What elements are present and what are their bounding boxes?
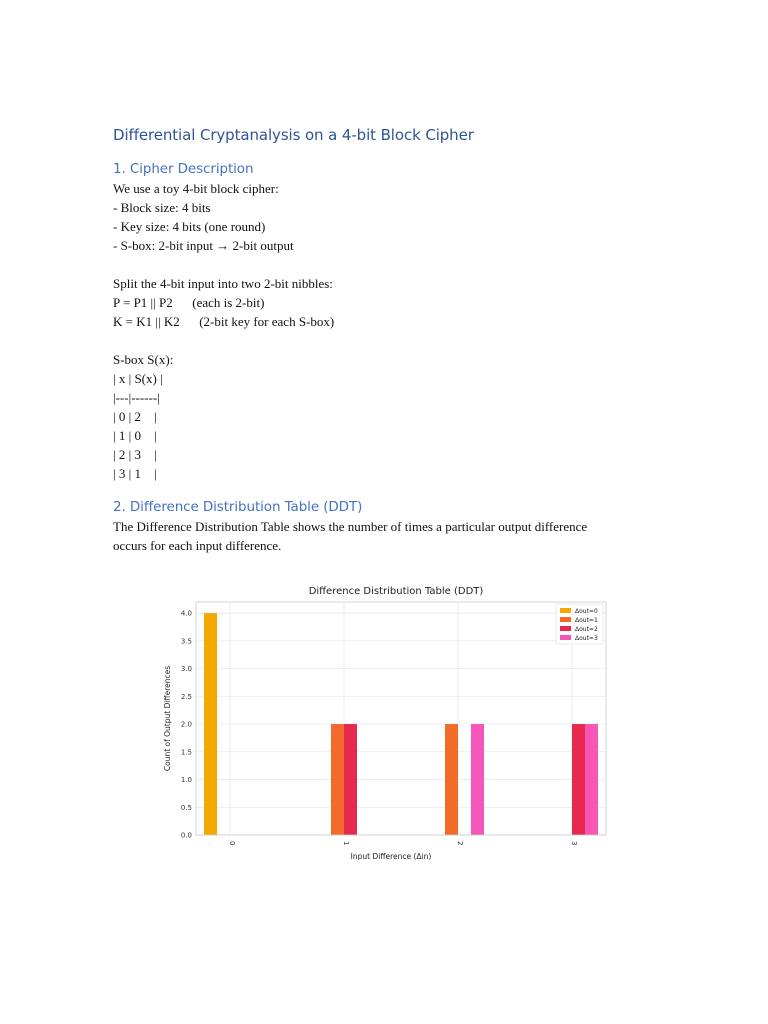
y-tick-label: 1.5	[180, 748, 192, 757]
bar	[445, 724, 458, 835]
cipher-description-text	[113, 179, 673, 483]
text-line: Split the 4-bit input into two 2-bit nibbles:	[113, 276, 333, 291]
text-line: occurs for each input difference.	[113, 538, 282, 553]
y-tick-label: 0.0	[180, 831, 192, 840]
legend-swatch	[560, 617, 571, 622]
y-axis	[181, 610, 192, 840]
ddt-chart-svg	[160, 578, 608, 860]
text-line: - Key size: 4 bits (one round)	[113, 219, 266, 234]
bar	[471, 724, 484, 835]
text-line: - Block size: 4 bits	[113, 200, 211, 215]
y-tick-label: 2.5	[180, 692, 192, 701]
text-line: The Difference Distribution Table shows the number of times a particular output difference	[113, 519, 588, 534]
chart-legend	[556, 604, 603, 644]
ddt-description-text	[113, 517, 673, 555]
sbox-line: | 3 | 1 |	[113, 466, 157, 481]
bar	[585, 724, 598, 835]
legend-label: Δout=1	[575, 617, 598, 624]
x-tick-label: 3	[570, 841, 578, 846]
text-line: We use a toy 4-bit block cipher:	[113, 181, 279, 196]
document-page	[113, 112, 673, 555]
ddt-chart	[160, 578, 608, 860]
y-tick-label: 1.0	[180, 776, 192, 785]
bar	[204, 613, 217, 835]
x-axis	[228, 841, 578, 845]
sbox-line: S-box S(x):	[113, 352, 174, 367]
chart-title: Difference Distribution Table (DDT)	[308, 586, 484, 597]
bar	[572, 724, 585, 835]
legend-label: Δout=0	[575, 608, 598, 615]
text-line: - S-box: 2-bit input → 2-bit output	[113, 238, 294, 253]
legend-label: Δout=2	[575, 626, 598, 633]
sbox-line: | 2 | 3 |	[113, 447, 157, 462]
y-tick-label: 2.0	[180, 720, 192, 729]
text-line: K = K1 || K2 (2-bit key for each S-box)	[113, 314, 335, 329]
y-tick-label: 3.0	[180, 665, 192, 674]
legend-swatch	[560, 626, 571, 631]
x-tick-label: 0	[228, 841, 236, 846]
legend-label: Δout=3	[575, 635, 598, 642]
legend-swatch	[560, 608, 571, 613]
chart-grid	[196, 602, 606, 835]
x-tick-label: 2	[456, 841, 464, 846]
sbox-line: |---|------|	[113, 390, 160, 405]
x-axis-label: Input Difference (Δin)	[350, 852, 432, 860]
sbox-line: | 0 | 2 |	[113, 409, 157, 424]
y-tick-label: 3.5	[180, 637, 192, 646]
legend-swatch	[560, 635, 571, 640]
section-heading-ddt: 2. Difference Distribution Table (DDT)	[113, 499, 363, 515]
y-tick-label: 4.0	[180, 609, 192, 618]
document-title: Differential Cryptanalysis on a 4-bit Block Cipher	[113, 126, 474, 144]
plot-frame	[196, 602, 606, 835]
section-heading-cipher-description: 1. Cipher Description	[113, 161, 254, 177]
text-line: P = P1 || P2 (each is 2-bit)	[113, 295, 265, 310]
sbox-line: | x | S(x) |	[113, 371, 163, 386]
x-tick-label: 1	[342, 841, 350, 846]
sbox-line: | 1 | 0 |	[113, 428, 157, 443]
y-axis-label: Count of Output Differences	[163, 665, 172, 772]
bar	[331, 724, 344, 835]
bar	[344, 724, 357, 835]
y-tick-label: 0.5	[180, 803, 192, 812]
